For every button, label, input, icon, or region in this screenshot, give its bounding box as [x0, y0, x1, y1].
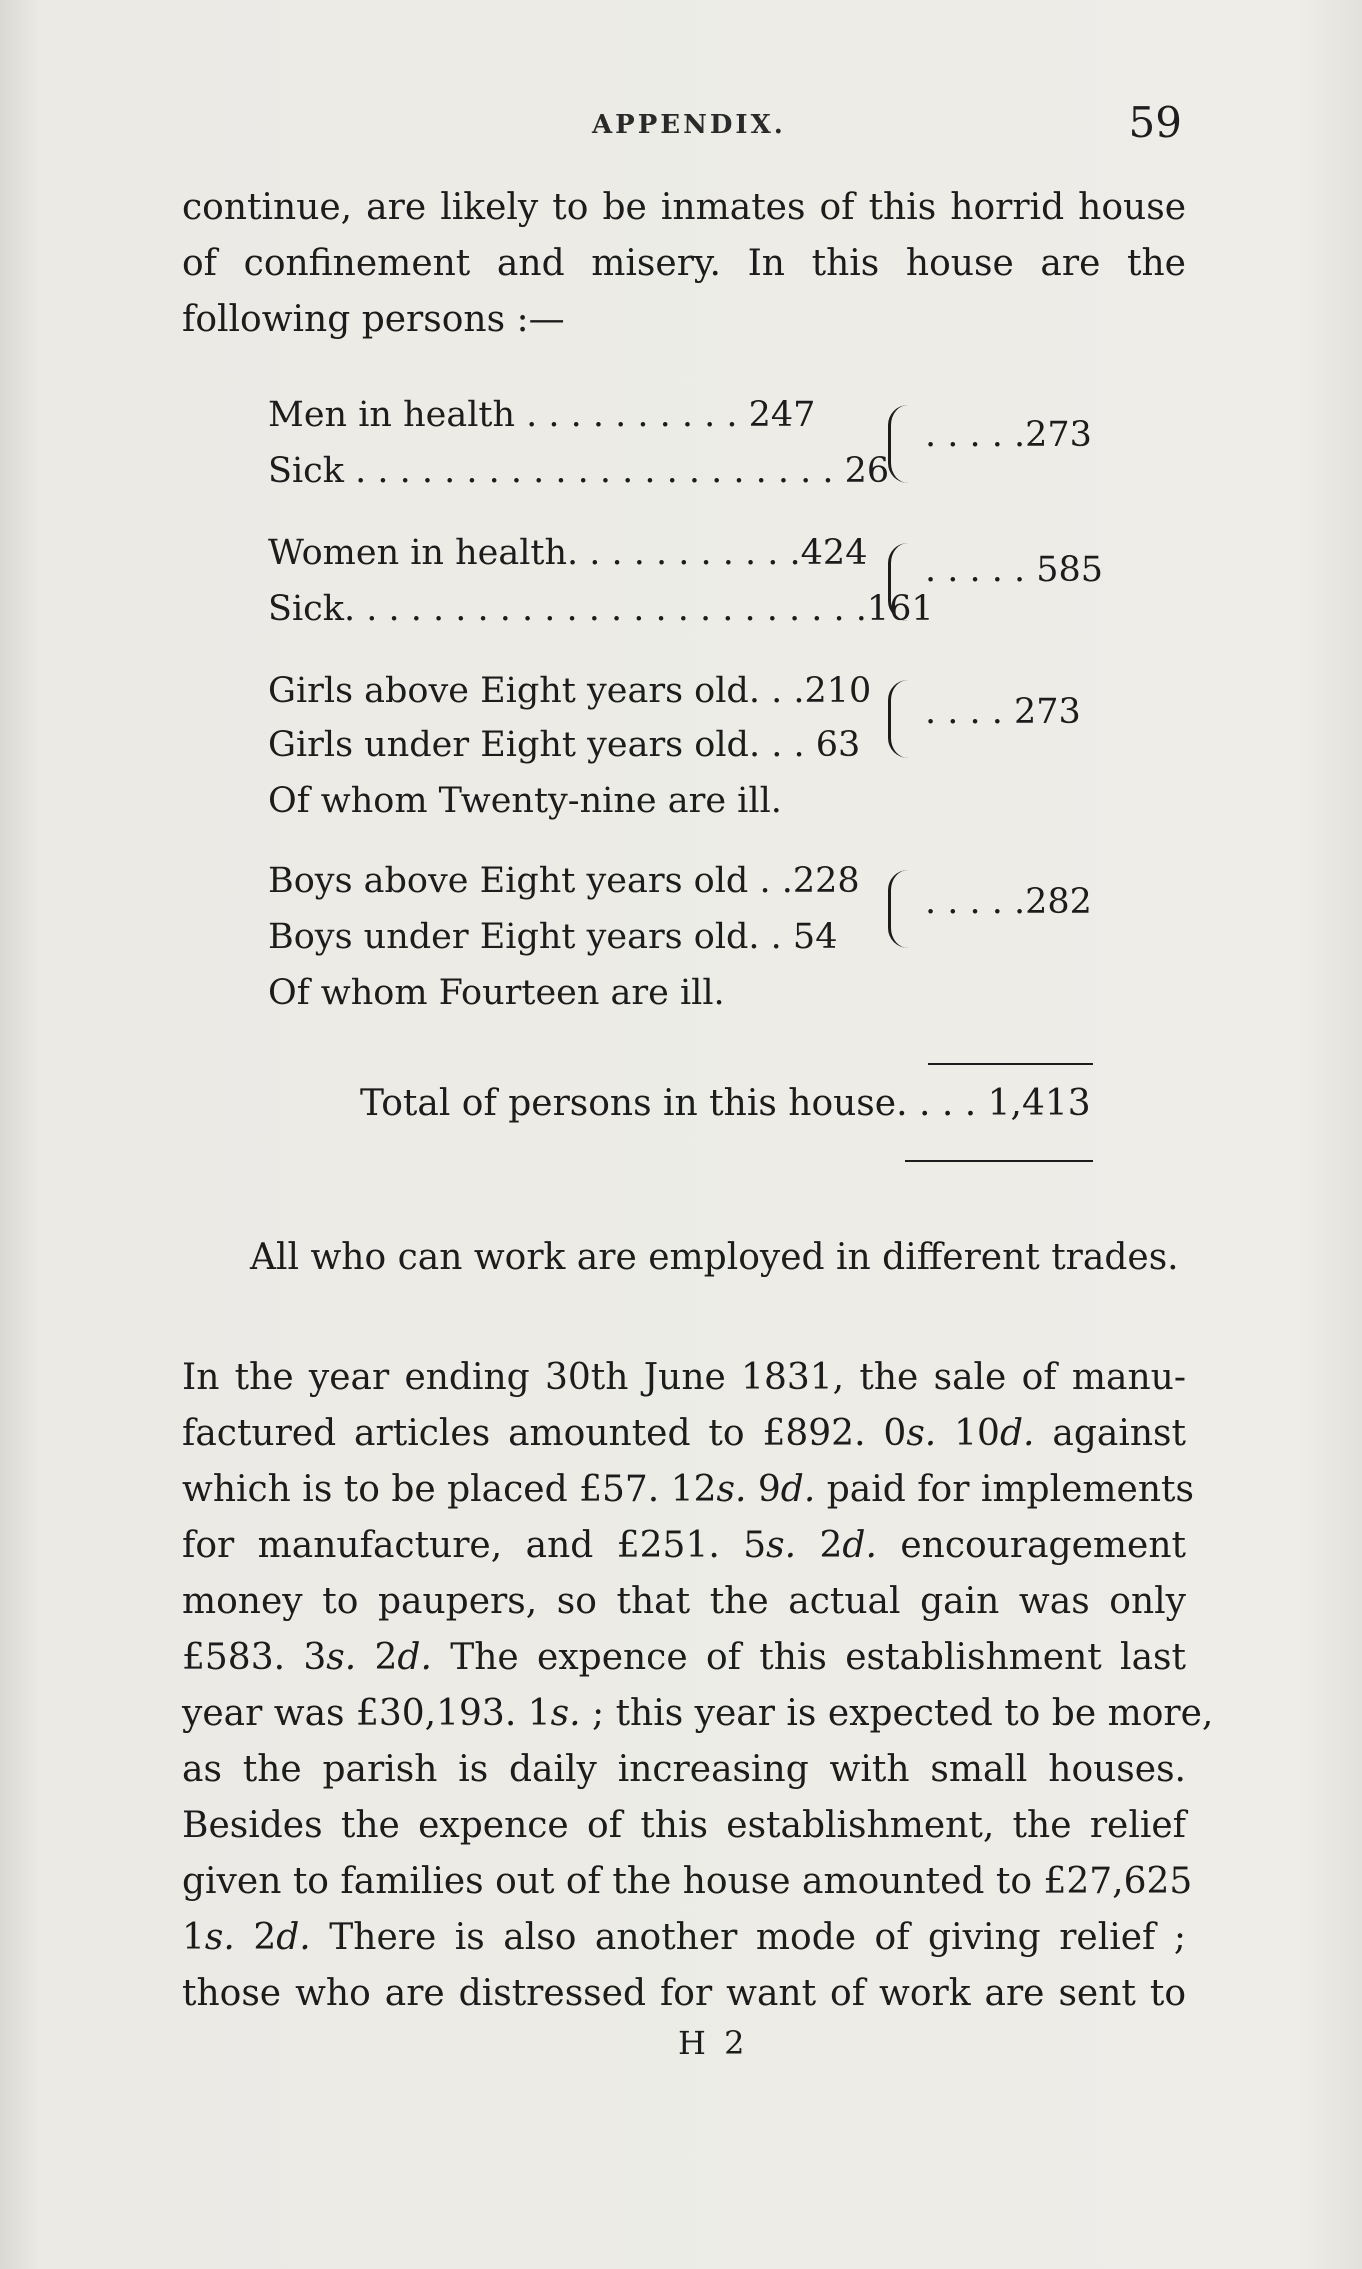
group-subtotal: . . . . . 585 — [925, 550, 1104, 590]
group-subtotal: . . . . 273 — [925, 692, 1081, 732]
census-row: Men in health . . . . . . . . . . 247 — [268, 395, 816, 435]
text-line: which is to be placed £57. 12s. 9d. paid for implements — [182, 1469, 1194, 1510]
text-line: for manufacture, and £251. 5s. 2d. encouragement — [182, 1525, 1186, 1566]
group-note: Of whom Twenty-nine are ill. — [268, 781, 782, 821]
census-row: Women in health. . . . . . . . . . .424 — [268, 533, 868, 573]
text-line: of confinement and misery. In this house are the — [182, 243, 1186, 284]
text-line: factured articles amounted to £892. 0s. 10d. against — [182, 1413, 1186, 1454]
text-line: as the parish is daily increasing with small houses. — [182, 1749, 1186, 1790]
brace — [888, 543, 911, 621]
sum-rule — [905, 1160, 1093, 1162]
sum-rule — [928, 1063, 1093, 1065]
brace — [888, 870, 911, 948]
census-row: Sick . . . . . . . . . . . . . . . . . . . . . . 26 — [268, 451, 890, 491]
census-row: Sick. . . . . . . . . . . . . . . . . . . . . . . .161 — [268, 589, 934, 629]
grand-total: Total of persons in this house. . . . 1,413 — [360, 1083, 1091, 1124]
text-line: following persons :— — [182, 299, 565, 340]
intro-paragraph — [182, 180, 1186, 348]
brace — [888, 405, 911, 483]
group-subtotal: . . . . .282 — [925, 882, 1092, 922]
census-row: Girls above Eight years old. . .210 — [268, 671, 872, 711]
signature-mark: H 2 — [678, 2024, 749, 2062]
group-note: Of whom Fourteen are ill. — [268, 973, 725, 1013]
text-line: Besides the expence of this establishment, the relief — [182, 1805, 1186, 1846]
brace — [888, 680, 911, 758]
text-line: those who are distressed for want of work are sent to — [182, 1973, 1186, 2014]
text-line: continue, are likely to be inmates of this horrid house — [182, 187, 1186, 228]
employment-note: All who can work are employed in different trades. — [250, 1237, 1179, 1278]
running-head: APPENDIX. — [592, 110, 786, 140]
text-line: 1s. 2d. There is also another mode of giving relief ; — [182, 1917, 1186, 1958]
page-header — [182, 98, 1182, 148]
group-subtotal: . . . . .273 — [925, 415, 1092, 455]
census-row: Girls under Eight years old. . . 63 — [268, 725, 861, 765]
body-paragraph — [182, 1350, 1214, 2022]
text-line: £583. 3s. 2d. The expence of this establishment last — [182, 1637, 1186, 1678]
text-line: In the year ending 30th June 1831, the sale of manu- — [182, 1357, 1186, 1398]
page-number: 59 — [1128, 98, 1182, 147]
census-row: Boys under Eight years old. . 54 — [268, 917, 838, 957]
text-line: given to families out of the house amounted to £27,625 — [182, 1861, 1193, 1902]
text-line: money to paupers, so that the actual gain was only — [182, 1581, 1186, 1622]
census-row: Boys above Eight years old . .228 — [268, 861, 860, 901]
text-line: year was £30,193. 1s. ; this year is expected to be more, — [182, 1693, 1214, 1734]
